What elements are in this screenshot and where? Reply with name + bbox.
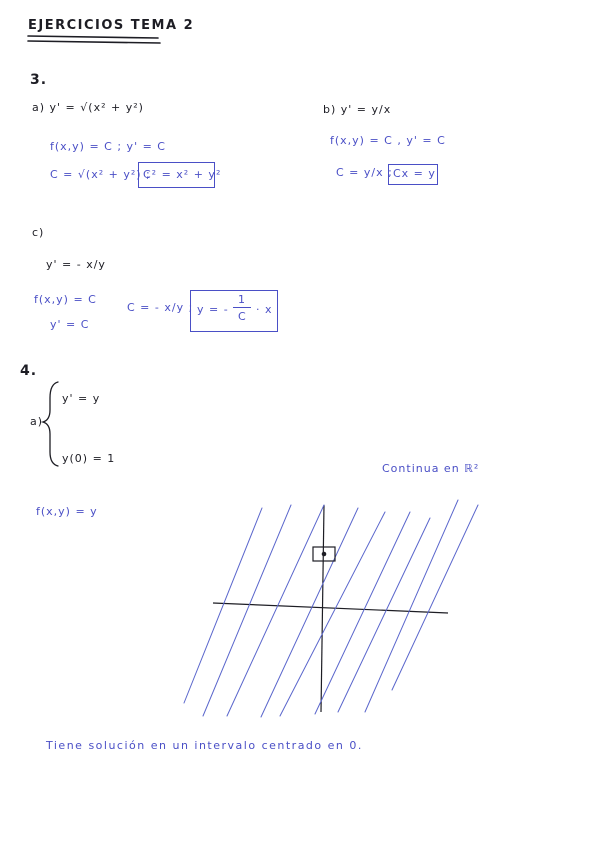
system-brace [43,382,58,466]
ex3b-line2: C = y/x ; [336,166,393,179]
isocline-line [338,518,430,712]
isocline-line [227,505,324,716]
ex3b-statement: b) y' = y/x [323,103,392,116]
ex4a-label: a) [30,415,44,428]
isocline-line [203,505,291,716]
ex4a-system-line2: y(0) = 1 [62,452,116,465]
ex3c-line1: f(x,y) = C [34,293,97,306]
ex3c-statement: y' = - x/y [46,258,106,271]
ex3c-result-left: y = - [197,303,229,316]
ex3c-result-numerator: 1 [238,293,246,306]
ex4a-system-line1: y' = y [62,392,101,405]
ex3a-result: C² = x² + y² [143,168,222,181]
y-axis [321,505,324,712]
isocline-line [365,500,458,712]
ex3b-line1: f(x,y) = C , y' = C [330,134,446,147]
page-title: EJERCICIOS TEMA 2 [28,18,195,33]
isocline-line [184,508,262,703]
ex3c-line2: y' = C [50,318,90,331]
isocline-line [261,508,358,717]
ex3a-line2: C = √(x² + y²) ; [50,168,151,181]
continuity-note: Continua en ℝ² [382,462,480,475]
ex3a-line1: f(x,y) = C ; y' = C [50,140,166,153]
ex3b-result: Cx = y [393,167,436,180]
exercise-3-number: 3. [30,72,48,88]
ex3c-result-denominator: C [238,310,247,323]
title-underline-2 [28,41,160,43]
exercise-4-number: 4. [20,363,38,379]
ex3a-statement: a) y' = √(x² + y²) [32,101,144,114]
ex3c-label: c) [32,226,45,239]
ex3c-line3: C = - x/y ; [127,301,194,314]
f-definition: f(x,y) = y [36,505,98,518]
ex3c-result-right: · x [256,303,273,316]
initial-point-dot [322,552,327,557]
isocline-line [280,512,385,716]
conclusion-text: Tiene solución en un intervalo centrado en 0. [46,739,363,752]
isocline-line [315,512,410,714]
title-underline-1 [28,36,158,38]
isocline-line [392,505,478,690]
initial-point-marker [313,547,335,561]
